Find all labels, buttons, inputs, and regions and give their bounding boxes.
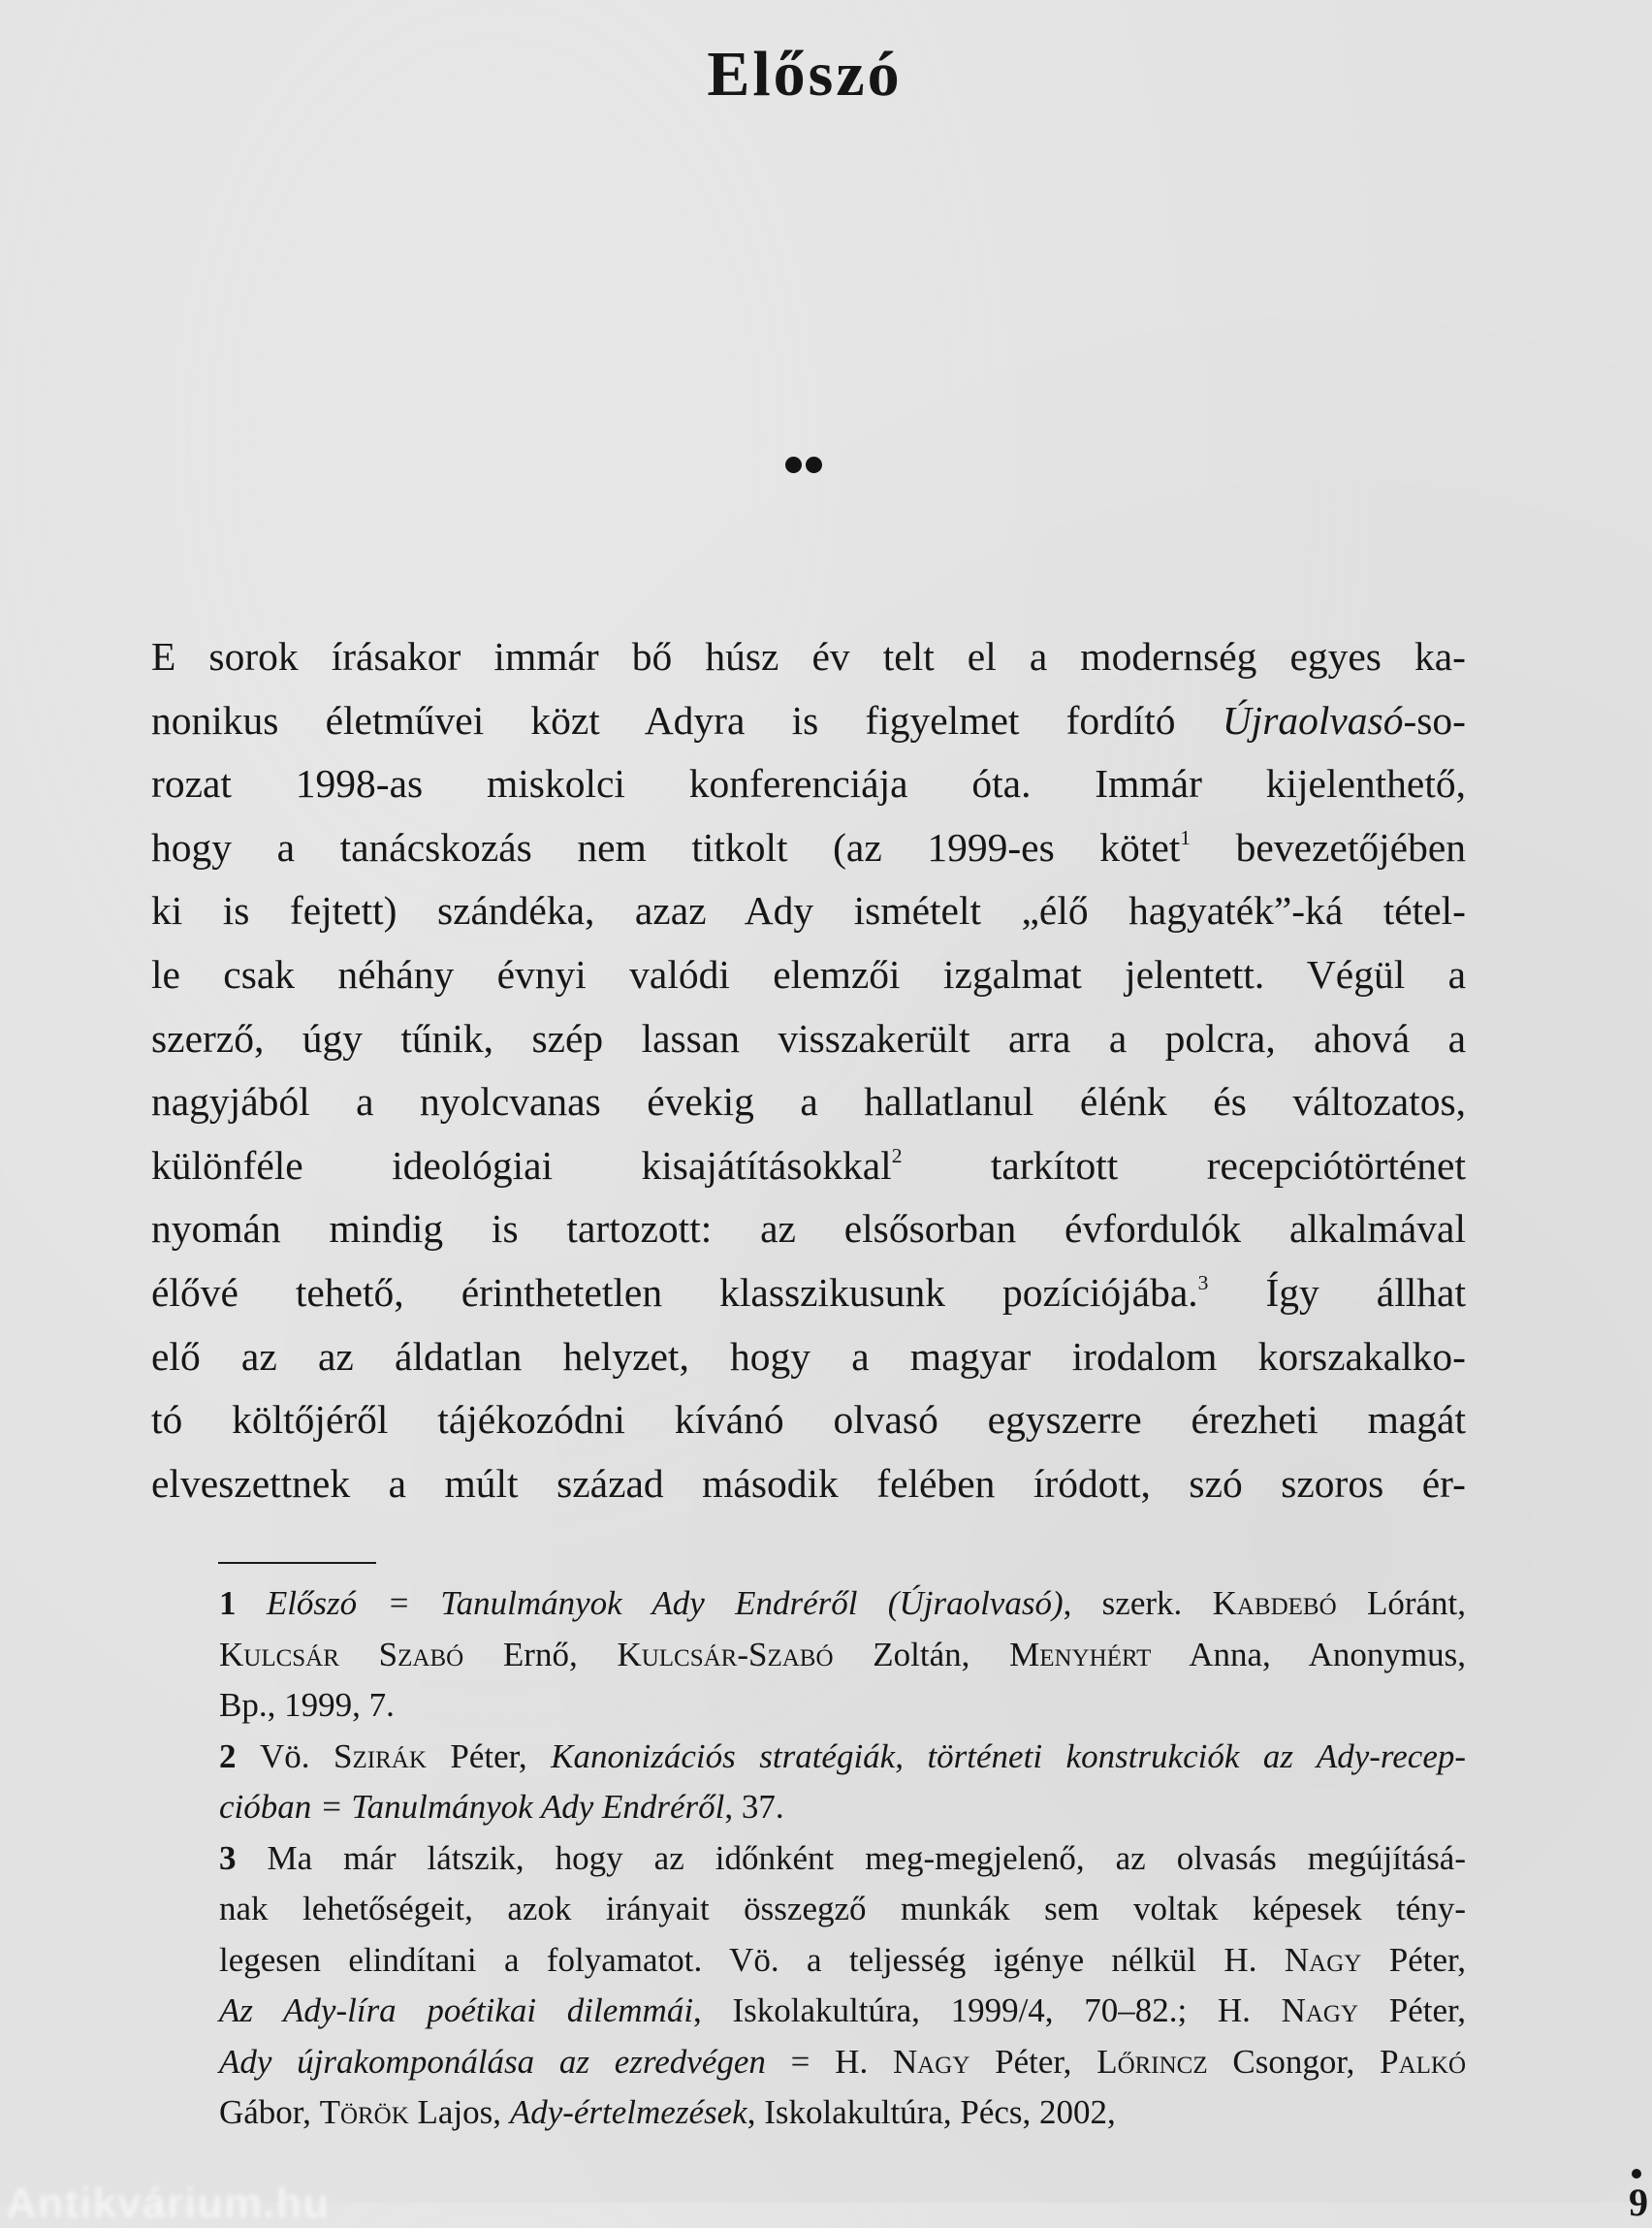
body-line bbox=[151, 689, 1466, 753]
footnote-reference[interactable]: 2 bbox=[891, 1143, 903, 1167]
text-run: Ma már látszik, hogy az időnként meg-megjelenő, az olvasás megújításá- bbox=[267, 1838, 1466, 1877]
author-name: Nagy bbox=[1281, 1991, 1359, 2029]
author-name: Török bbox=[319, 2093, 409, 2131]
footnote-1 bbox=[219, 1578, 1466, 1732]
footnote-line bbox=[219, 1630, 1466, 1681]
body-line bbox=[151, 1007, 1466, 1071]
text-run: tarkított recepciótörténet bbox=[902, 1142, 1466, 1188]
text-run: Anna, Anonymus, bbox=[1151, 1635, 1466, 1673]
footnote-number: 3 bbox=[219, 1838, 268, 1877]
page-number-dot-icon bbox=[1632, 2169, 1641, 2179]
footnote-separator bbox=[218, 1562, 376, 1564]
author-name: Kabdebó bbox=[1212, 1584, 1337, 1622]
text-run: ki is fejtett) szándéka, azaz Ady ismételt „élő hagyaték”-ká tétel- bbox=[151, 888, 1466, 934]
text-run: , szerk. bbox=[1063, 1584, 1213, 1622]
body-line bbox=[151, 1325, 1466, 1389]
body-line bbox=[151, 1070, 1466, 1134]
author-name: Lőrincz bbox=[1096, 2042, 1208, 2081]
footnote-line bbox=[219, 1884, 1466, 1935]
body-line bbox=[151, 1261, 1466, 1325]
footnote-line bbox=[219, 2087, 1466, 2139]
text-run: Gábor, bbox=[219, 2093, 320, 2131]
text-run: különféle ideológiai kisajátításokkal bbox=[151, 1142, 892, 1188]
text-run: elő az az áldatlan helyzet, hogy a magyar irodalom korszakalko- bbox=[151, 1333, 1466, 1379]
text-run: bevezetőjében bbox=[1191, 824, 1467, 870]
italic-text: Ady újrakomponálása az ezredvégen bbox=[219, 2042, 766, 2081]
text-run: Csongor, bbox=[1207, 2042, 1381, 2081]
body-line bbox=[151, 943, 1466, 1007]
footnote-line bbox=[219, 1782, 1466, 1833]
footnote-line bbox=[219, 1578, 1466, 1630]
italic-text: Előszó = Tanulmányok Ady Endréről (Újraolvasó) bbox=[266, 1584, 1064, 1622]
text-run: élővé tehető, érinthetetlen klasszikusunk pozíciójába. bbox=[151, 1269, 1198, 1315]
text-run: Zoltán, bbox=[833, 1635, 1010, 1673]
text-run: tó költőjéről tájékozódni kívánó olvasó egyszerre érezheti magát bbox=[151, 1397, 1466, 1443]
text-run: = H. bbox=[765, 2042, 893, 2081]
footnote-line bbox=[219, 1680, 1466, 1732]
text-run: Így állhat bbox=[1208, 1269, 1466, 1315]
footnote-line bbox=[219, 1732, 1466, 1783]
italic-text: Kanonizációs stratégiák, történeti konstrukciók az Ady-recep- bbox=[551, 1736, 1467, 1775]
text-run: , 37. bbox=[724, 1788, 784, 1826]
footnote-reference[interactable]: 1 bbox=[1180, 825, 1191, 849]
author-name: Palkó bbox=[1380, 2042, 1467, 2081]
body-line bbox=[151, 879, 1466, 943]
text-run: Lóránt, bbox=[1336, 1584, 1466, 1622]
text-run: szerző, úgy tűnik, szép lassan visszakerült arra a polcra, ahová a bbox=[151, 1015, 1466, 1061]
text-run: rozat 1998-as miskolci konferenciája óta. Immár kijelenthető, bbox=[151, 761, 1466, 807]
body-line bbox=[151, 816, 1466, 880]
text-run: le csak néhány évnyi valódi elemzői izgalmat jelentett. Végül a bbox=[151, 951, 1466, 997]
text-run: elveszettnek a múlt század második felében íródott, szó szoros ér- bbox=[151, 1460, 1466, 1506]
text-run: , Iskolakultúra, Pécs, 2002, bbox=[747, 2093, 1116, 2131]
author-name: Menyhért bbox=[1009, 1635, 1152, 1673]
text-run: -so- bbox=[1403, 697, 1466, 743]
text-run: Ernő, bbox=[463, 1635, 618, 1673]
body-line bbox=[151, 1134, 1466, 1198]
footnote-reference[interactable]: 3 bbox=[1197, 1271, 1209, 1295]
text-run: E sorok írásakor immár bő húsz év telt el a modernség egyes ka- bbox=[151, 634, 1466, 679]
page-title: Előszó bbox=[707, 39, 903, 110]
footnote-number: 2 bbox=[219, 1736, 260, 1775]
body-line bbox=[151, 1388, 1466, 1452]
body-line bbox=[151, 1452, 1466, 1516]
footnote-line bbox=[219, 1986, 1466, 2037]
footnote-line bbox=[219, 1935, 1466, 1987]
footnotes bbox=[219, 1578, 1466, 2139]
body-paragraph bbox=[151, 625, 1466, 1515]
footnote-3 bbox=[219, 1833, 1466, 2139]
body-line bbox=[151, 1197, 1466, 1261]
author-name: Nagy bbox=[1284, 1940, 1362, 1979]
text-run: nyomán mindig is tartozott: az elsősorban évfordulók alkalmával bbox=[151, 1206, 1466, 1252]
footnote-number: 1 bbox=[219, 1584, 267, 1622]
text-run: legesen elindítani a folyamatot. Vö. a teljesség igénye nélkül H. bbox=[219, 1940, 1285, 1979]
text-run: Péter, bbox=[1361, 1940, 1466, 1979]
page-number: 9 bbox=[1629, 2180, 1648, 2224]
ornament-dot-icon bbox=[785, 457, 802, 473]
two-dots-ornament-icon bbox=[785, 457, 822, 473]
text-run: Péter, bbox=[969, 2042, 1097, 2081]
text-run: Vö. bbox=[260, 1736, 334, 1775]
text-run: Lajos, bbox=[408, 2093, 510, 2131]
italic-text: Ady-értelmezések bbox=[509, 2093, 747, 2131]
text-run: , Iskolakultúra, 1999/4, 70–82.; H. bbox=[693, 1991, 1282, 2029]
watermark: Antikvárium.hu bbox=[6, 2180, 331, 2227]
footnote-line bbox=[219, 1833, 1466, 1885]
text-run: nak lehetőségeit, azok irányait összegző munkák sem voltak képesek tény- bbox=[219, 1890, 1466, 1927]
author-name: Kulcsár Szabó bbox=[219, 1635, 464, 1673]
text-run: nagyjából a nyolcvanas évekig a hallatlanul élénk és változatos, bbox=[151, 1079, 1466, 1125]
text-run: Péter, bbox=[426, 1736, 552, 1775]
italic-text: Az Ady-líra poétikai dilemmái bbox=[219, 1991, 694, 2029]
text-run: nonikus életművei közt Adyra is figyelmet fordító bbox=[151, 697, 1223, 743]
author-name: Nagy bbox=[892, 2042, 970, 2081]
text-run: Péter, bbox=[1358, 1991, 1466, 2029]
footnote-2 bbox=[219, 1732, 1466, 1833]
author-name: Kulcsár-Szabó bbox=[617, 1635, 834, 1673]
body-line bbox=[151, 625, 1466, 689]
text-run: hogy a tanácskozás nem titkolt (az 1999-es kötet bbox=[151, 824, 1181, 870]
text-run: Bp., 1999, 7. bbox=[219, 1686, 395, 1724]
italic-text: Újraolvasó bbox=[1222, 697, 1404, 743]
ornament-dot-icon bbox=[806, 457, 822, 473]
footnote-line bbox=[219, 2037, 1466, 2088]
italic-text: cióban = Tanulmányok Ady Endréről bbox=[219, 1788, 725, 1826]
author-name: Szirák bbox=[334, 1736, 427, 1775]
body-line bbox=[151, 752, 1466, 816]
